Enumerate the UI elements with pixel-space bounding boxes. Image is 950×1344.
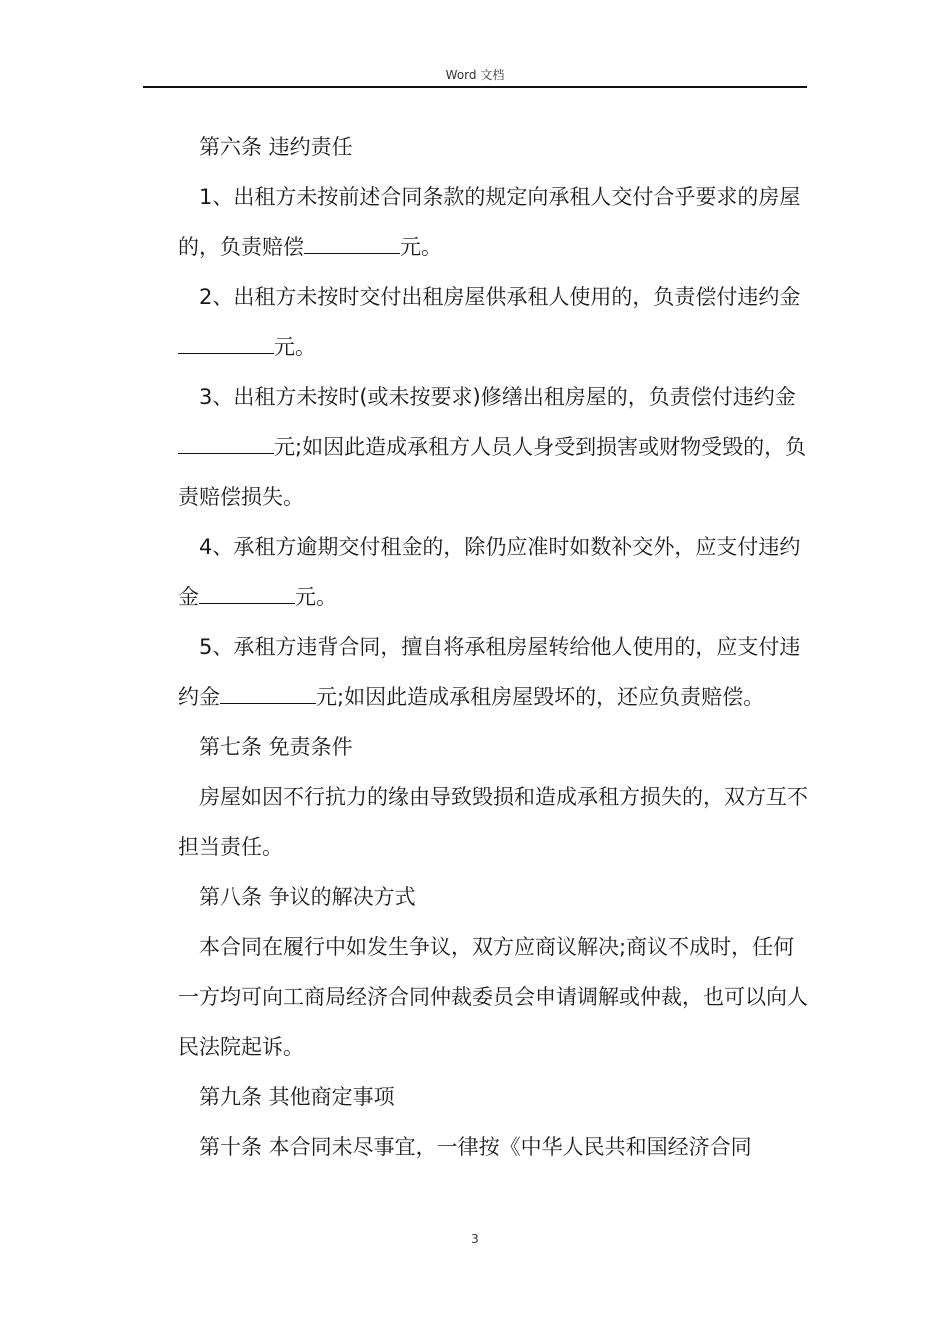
fill-in-blank (178, 435, 274, 454)
article-6-item-4: 4、承租方逾期交付租金的，除仍应准时如数补交外，应支付违约金 元。 (178, 535, 801, 609)
header-divider (143, 86, 807, 88)
article-7-title: 第七条 免责条件 (199, 735, 353, 759)
article-6-item-2: 2、出租方未按时交付出租房屋供承租人使用的，负责偿付违约金元。 (178, 272, 808, 372)
fill-in-blank (304, 235, 400, 254)
article-6-item-1: 1、出租方未按前述合同条款的规定向承租人交付合乎要求的房屋的，负责赔偿 元。 (178, 185, 801, 259)
article-10-text: 第十条 本合同未尽事宜，一律按《中华人民共和国经济合同 (199, 1135, 752, 1159)
article-6-item-5: 5、承租方违背合同，擅自将承租房屋转给他人使用的，应支付违约金 元;如因此造成承租房屋毁坏的，还应负责赔偿。 (178, 635, 801, 709)
fill-in-blank (220, 685, 316, 704)
article-9-title: 第九条 其他商定事项 (199, 1085, 395, 1109)
page-number: 3 (471, 1232, 479, 1246)
page-header: Word 文档 (445, 68, 505, 82)
fill-in-blank (199, 585, 295, 604)
article-6-item-3: 3、出租方未按时(或未按要求)修缮出租房屋的，负责偿付违约金元;如因此造成承租方人员人身受到损害或财物受毁的，负责赔偿损失。 (178, 385, 807, 509)
article-7-text: 房屋如因不行抗力的缘由导致毁损和造成承租方损失的，双方互不担当责任。 (178, 785, 808, 859)
article-6-title: 第六条 违约责任 (199, 135, 353, 159)
article-8-text: 本合同在履行中如发生争议，双方应商议解决;商议不成时，任何一方均可向工商局经济合同仲裁委员会申请调解或仲裁，也可以向人民法院起诉。 (178, 935, 808, 1059)
document-body (178, 122, 808, 1172)
article-8-title: 第八条 争议的解决方式 (199, 885, 416, 909)
fill-in-blank (178, 335, 274, 354)
